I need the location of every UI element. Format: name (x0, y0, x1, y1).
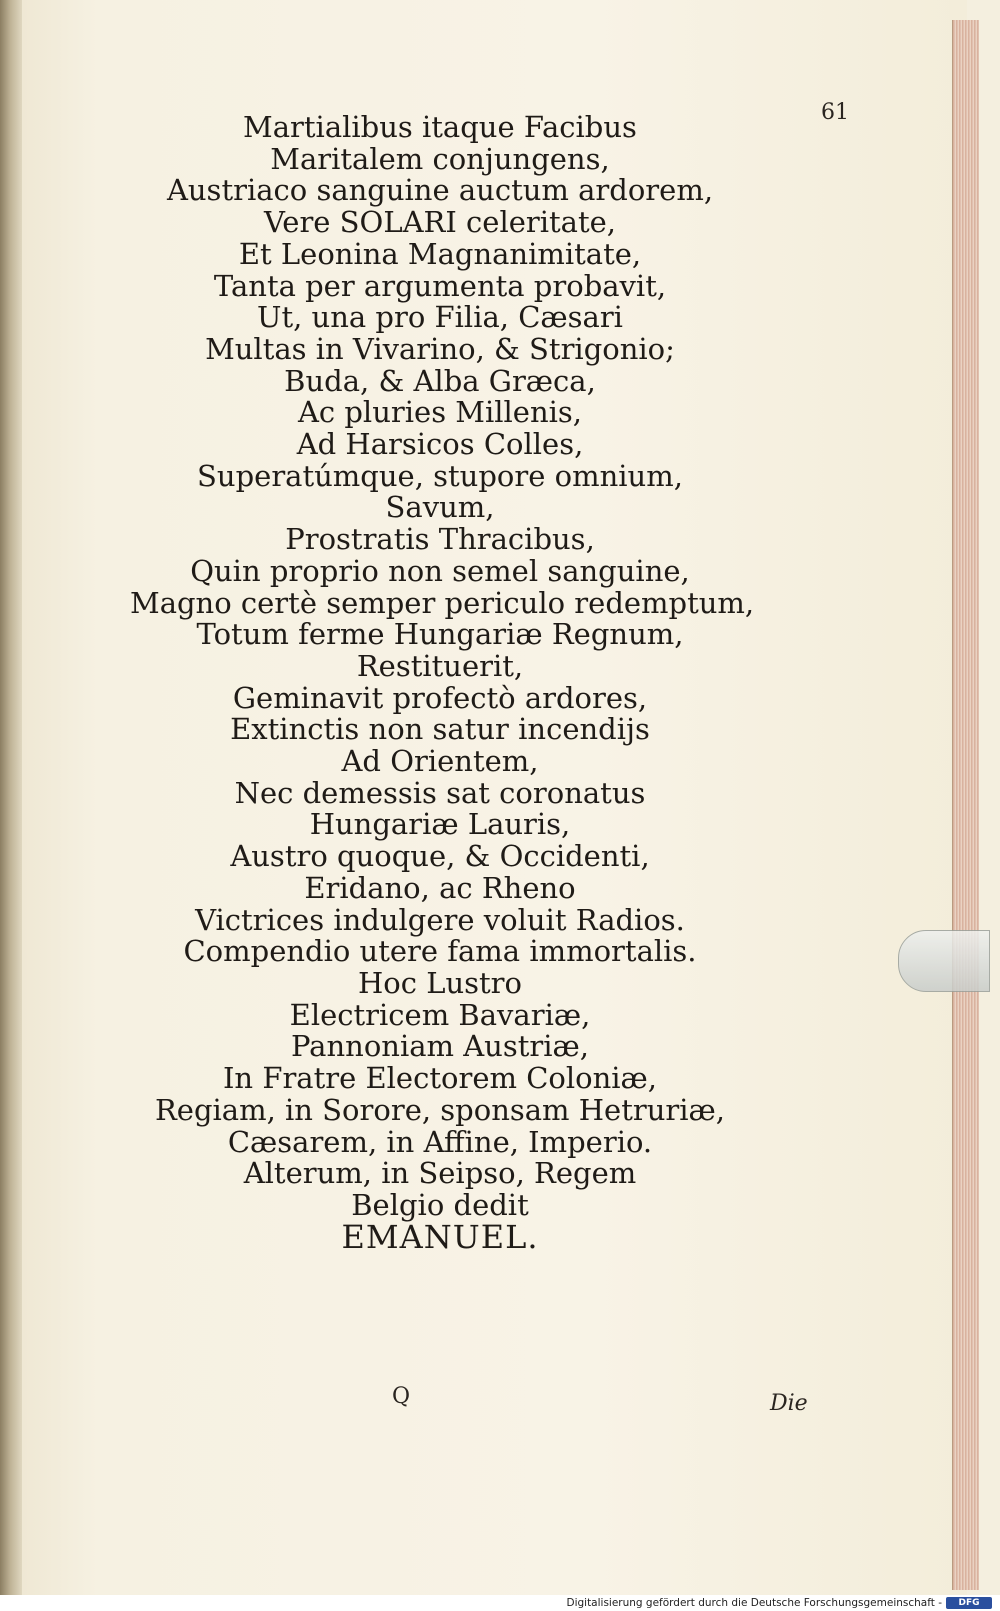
text-line: In Fratre Electorem Coloniæ, (222, 1061, 658, 1096)
text-line: Quin proprio non semel sanguine, (190, 553, 690, 588)
signature-mark: Q (392, 1384, 411, 1409)
text-line: Eridano, ac Rheno (304, 870, 576, 905)
text-line: Ac pluries Millenis, (297, 395, 583, 430)
bookmark-tab (898, 930, 990, 992)
text-line: Superatúmque, stupore omnium, (197, 458, 683, 493)
digitization-credit: Digitalisierung gefördert durch die Deutsche Forschungsgemeinschaft - (566, 1597, 942, 1609)
text-line: Vere SOLARI celeritate, (264, 205, 616, 240)
text-line: Buda, & Alba Græca, (284, 363, 596, 398)
page-edges (952, 20, 979, 1590)
text-line: Totum ferme Hungariæ Regnum, (196, 617, 684, 652)
text-line: Compendio utere fama immortalis. (183, 934, 697, 969)
text-line: Multas in Vivarino, & Strigonio; (205, 331, 675, 366)
text-line: Pannoniam Austriæ, (290, 1029, 590, 1064)
text-line: Alterum, in Seipso, Regem (243, 1156, 637, 1191)
dfg-logo: DFG (946, 1597, 992, 1609)
text-line: Tanta per argumenta probavit, (213, 268, 667, 303)
text-line: Austro quoque, & Occidenti, (230, 839, 650, 874)
text-line: Ut, una pro Filia, Cæsari (257, 300, 623, 335)
text-line: EMANUEL. (341, 1217, 539, 1256)
text-line: Maritalem conjungens, (270, 141, 610, 176)
text-line: Magno certè semper periculo redemptum, (130, 585, 755, 620)
text-line: Extinctis non satur incendijs (230, 712, 650, 747)
catchword: Die (770, 1391, 808, 1416)
text-line: Electricem Bavariæ, (289, 997, 591, 1032)
page-number: 61 (821, 100, 849, 125)
text-line: Hoc Lustro (357, 965, 522, 1000)
text-line: Cæsarem, in Affine, Imperio. (227, 1124, 653, 1159)
latin-inscription-text (130, 110, 755, 1256)
text-line: Martialibus itaque Facibus (243, 110, 637, 144)
text-line: Regiam, in Sorore, sponsam Hetruriæ, (154, 1092, 726, 1127)
text-line: Nec demessis sat coronatus (234, 775, 646, 810)
text-line: Hungariæ Lauris, (309, 807, 571, 842)
text-line: Austriaco sanguine auctum ardorem, (166, 173, 714, 208)
text-line: Belgio dedit (351, 1187, 529, 1222)
text-line: Geminavit profectò ardores, (232, 680, 648, 715)
text-line: Ad Orientem, (341, 744, 539, 779)
text-line: Victrices indulgere voluit Radios. (195, 902, 685, 937)
text-line: Prostratis Thracibus, (285, 522, 595, 557)
text-line: Savum, (385, 490, 495, 525)
text-line: Restituerit, (356, 648, 524, 683)
text-line: Et Leonina Magnanimitate, (238, 236, 642, 271)
text-line: Ad Harsicos Colles, (296, 427, 584, 462)
